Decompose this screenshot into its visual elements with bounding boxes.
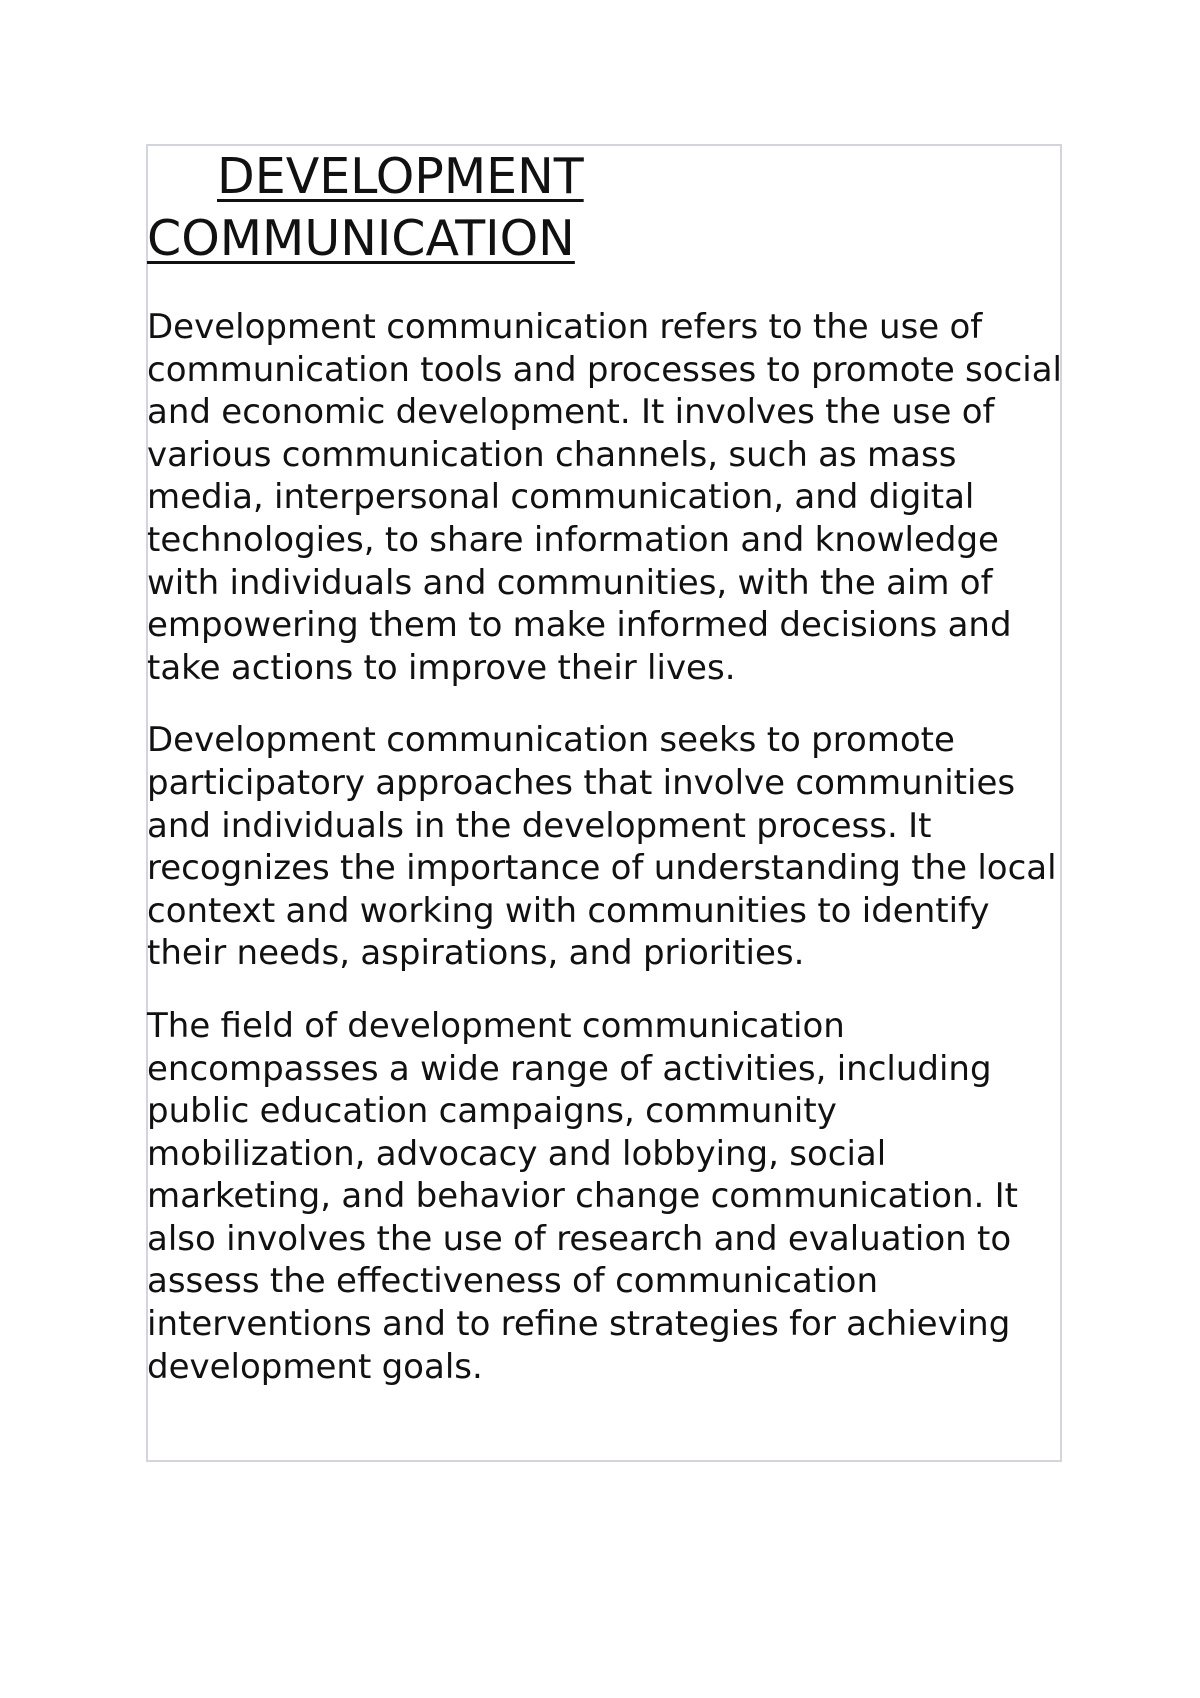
paragraph-field-activities: The field of development communication encompasses a wide range of activities, including public education campaigns, community mobilization, advocacy and lobbying, social marketing, and behavior change communication. It also involves the use of research and evaluation to assess the effectiveness of communication interventions and to refine strategies for achieving development goals.	[147, 1005, 1019, 1387]
title-line-2	[147, 208, 1062, 270]
page-title	[147, 146, 1062, 270]
title-line-1	[147, 146, 1062, 208]
paragraph-participatory-approaches: Development communication seeks to promote participatory approaches that involve communities and individuals in the development process. It recognizes the importance of understanding the local context and working with communities to identify their needs, aspirations, and priorities.	[147, 720, 1057, 974]
paragraph-definition: Development communication refers to the use of communication tools and processes to promote social and economic development. It involves the use of various communication channels, such as mass media, interpersonal communication, and digital technologies, to share information and knowledge with individuals and communities, with the aim of empowering them to make informed decisions and take actions to improve their lives.	[147, 307, 1062, 688]
document-content	[147, 146, 1062, 1388]
title-line-1-text: DEVELOPMENT	[217, 148, 584, 205]
title-line-2-text: COMMUNICATION	[147, 210, 575, 267]
